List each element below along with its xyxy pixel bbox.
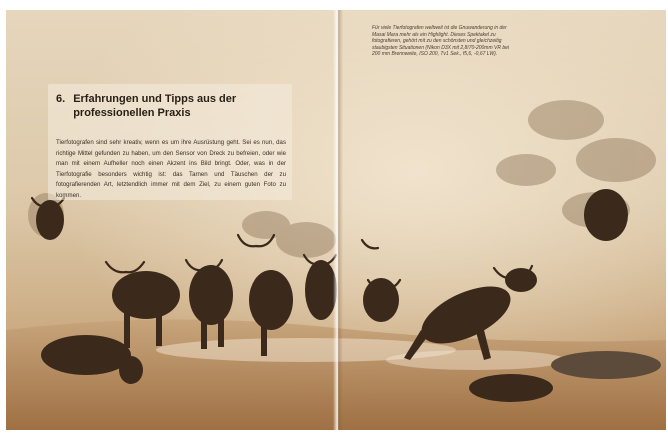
chapter-number: 6. bbox=[56, 93, 66, 105]
photo-caption: Für viele Tierfotografen weltweit ist die Gnuwanderung in der Masai Mara mehr als ein Highlight. Dieses Spektakel zu fotografieren, gehört mit zu den schönsten und gleichzeitig staubigsten Situationen (Nikon D3X mit 2,8/70-200mm VR bei 200 mm Brennweite, ISO 200, Tv1 Sek., f5,6, -0,67 LW). bbox=[372, 25, 510, 58]
chapter-title: Erfahrungen und Tipps aus der professionellen Praxis bbox=[73, 93, 237, 119]
magazine-spread bbox=[6, 10, 666, 430]
chapter-heading bbox=[56, 92, 288, 120]
page-gutter bbox=[333, 10, 343, 430]
body-paragraph: Tierfotografen sind sehr kreativ, wenn es um ihre Ausrüstung geht. Sei es nun, das richtige Mittel gefunden zu haben, um den Sensor von Dreck zu befreien, oder wie man mit einem Aufheller noch einen Akzent ins Bild bringt. Oder, was in der Tierfotografie besonders wichtig ist: das Tarnen und Täuschen der zu fotografierenden Art, letztendlich immer mit dem Ziel, zu einem guten Foto zu kommen. bbox=[56, 139, 286, 199]
